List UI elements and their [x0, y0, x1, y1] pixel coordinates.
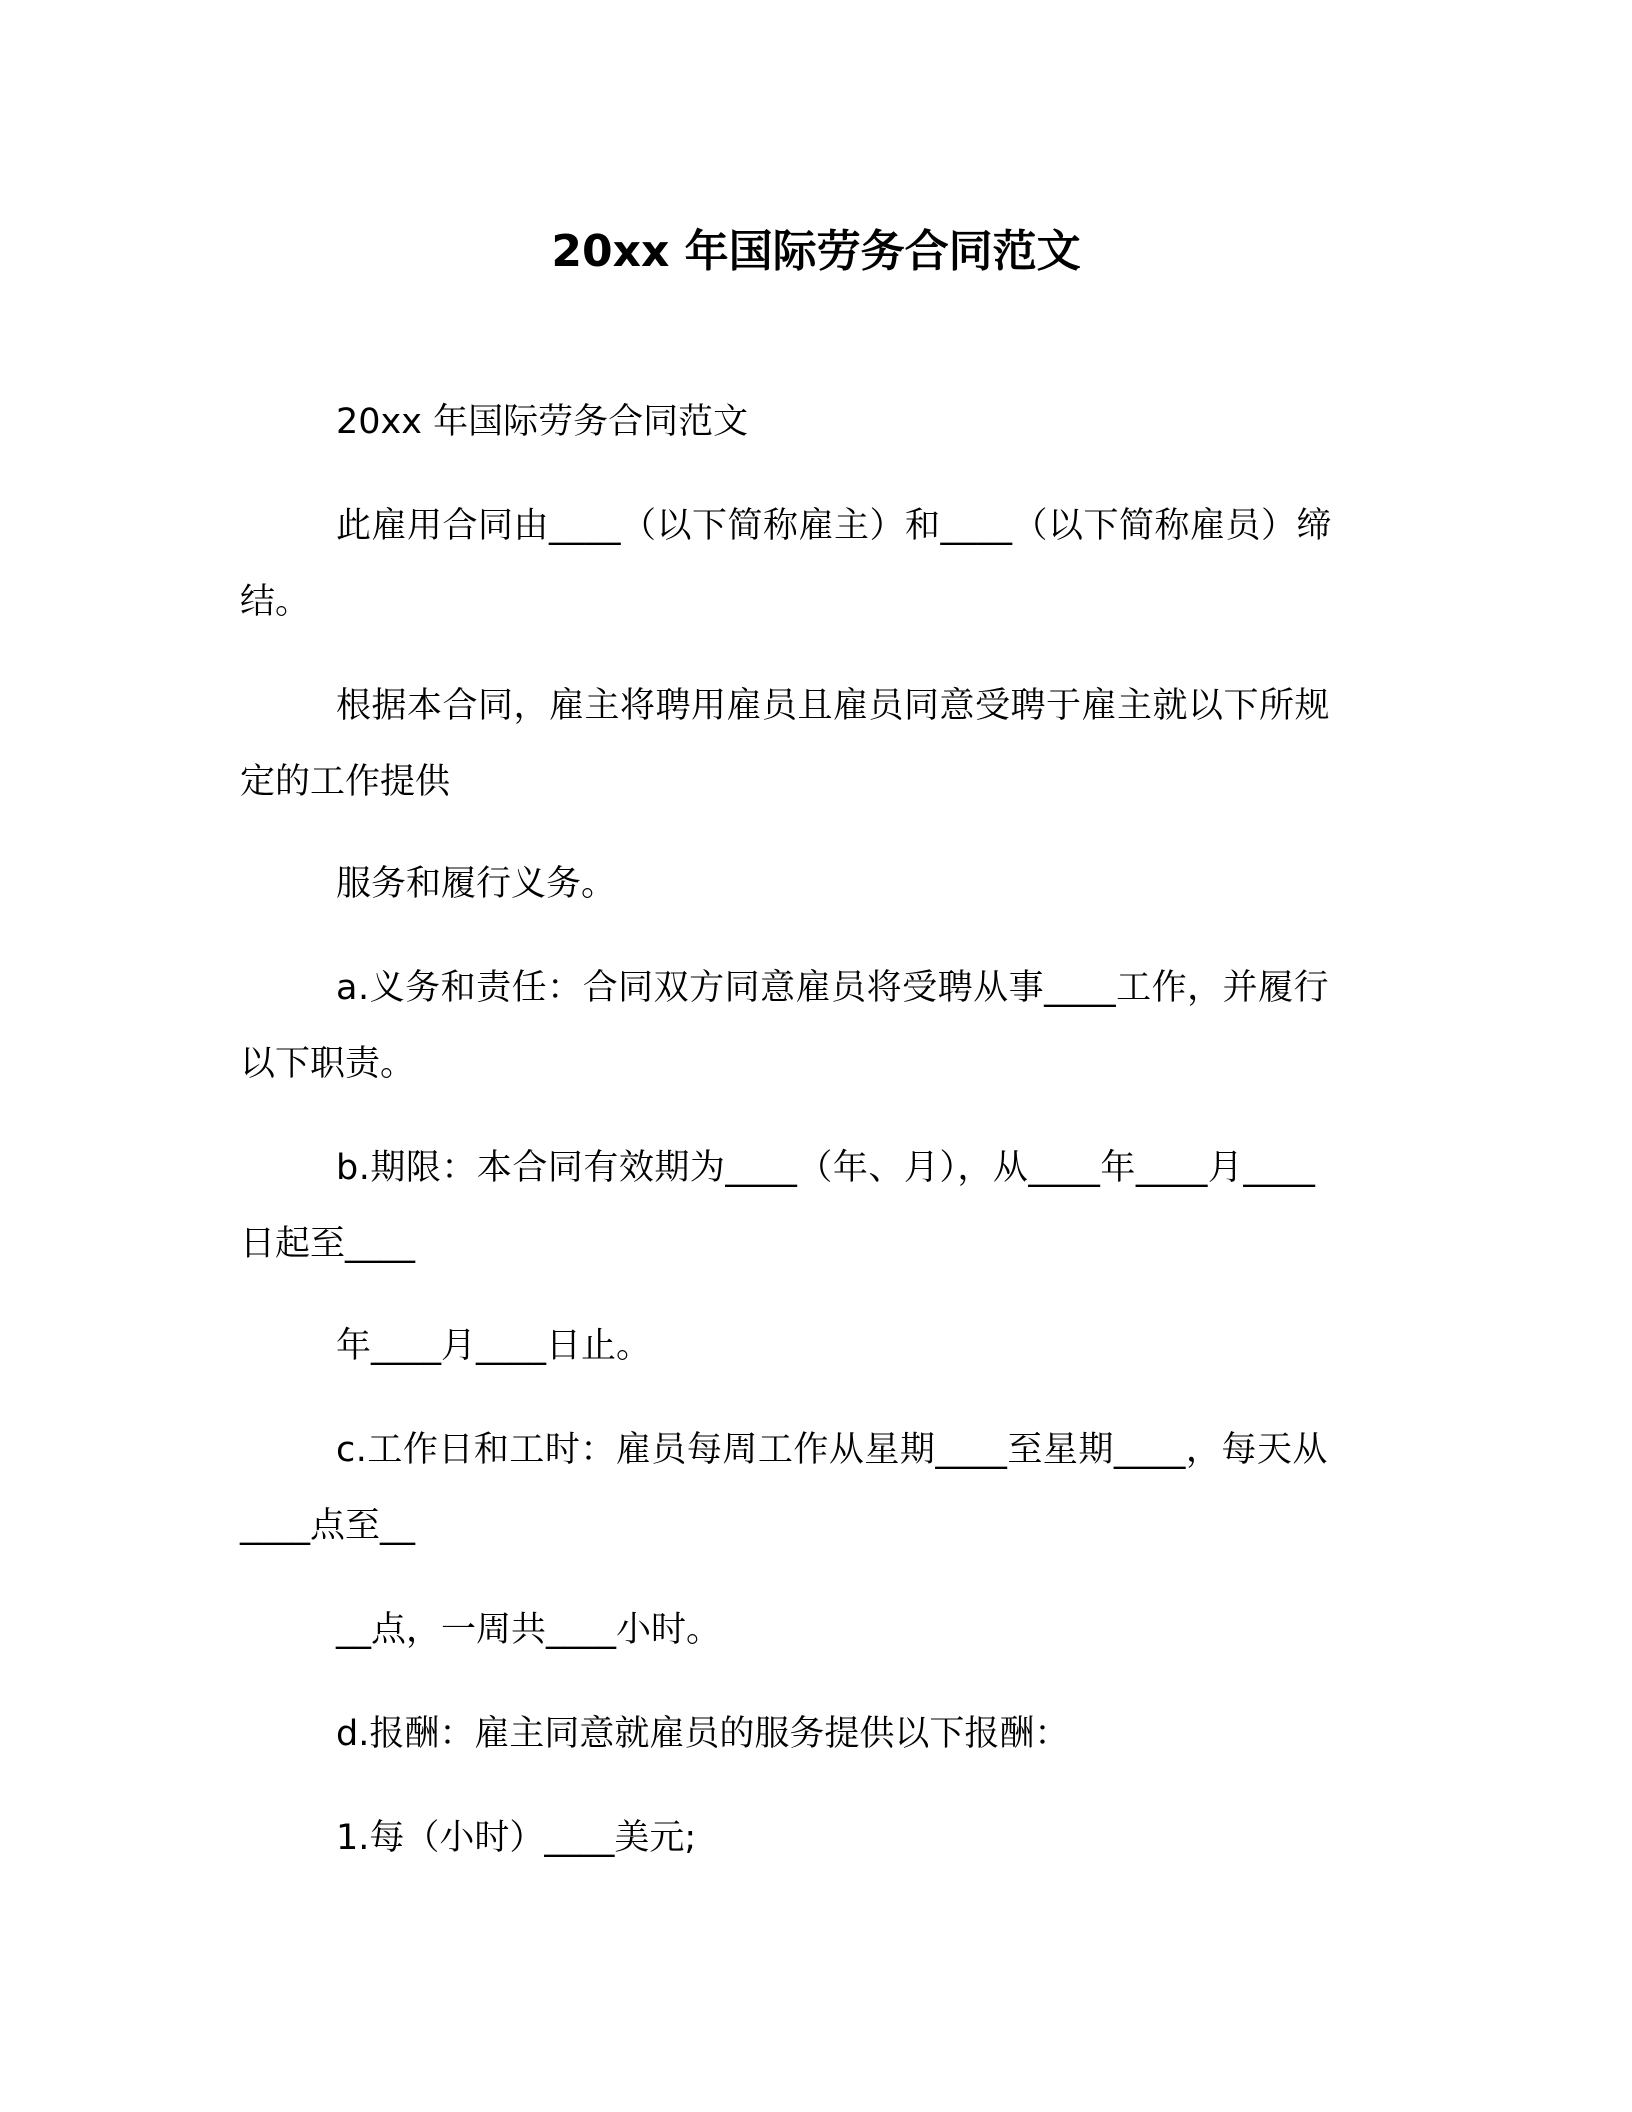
paragraph-line: b.期限：本合同有效期为____（年、月），从____年____月____ — [336, 1148, 1316, 1188]
paragraph-line: __点，一周共____小时。 — [336, 1610, 722, 1650]
paragraph-line: ____点至__ — [240, 1506, 416, 1546]
paragraph-line: 定的工作提供 — [240, 762, 451, 802]
paragraph-line: 结。 — [240, 582, 311, 622]
paragraph-line: 以下职责。 — [240, 1044, 416, 1084]
paragraph-weekly-hours — [240, 1592, 1375, 1668]
paragraph-working-hours — [240, 1412, 1375, 1564]
paragraph-line: 此雇用合同由____（以下简称雇主）和____（以下简称雇员）缔 — [336, 506, 1333, 546]
paragraph-line: c.工作日和工时：雇员每周工作从星期____至星期____，每天从 — [336, 1430, 1328, 1470]
paragraph-term — [240, 1130, 1375, 1282]
paragraph-services — [240, 846, 1375, 922]
paragraph-line: 年____月____日止。 — [336, 1326, 652, 1366]
paragraph-duties — [240, 950, 1375, 1102]
paragraph-line: 根据本合同，雇主将聘用雇员且雇员同意受聘于雇主就以下所规 — [336, 686, 1331, 726]
paragraph-heading-repeat — [240, 384, 1375, 460]
paragraph-line: a.义务和责任：合同双方同意雇员将受聘从事____工作，并履行 — [336, 968, 1330, 1008]
paragraph-line: 20xx 年国际劳务合同范文 — [336, 402, 749, 442]
paragraph-term-end — [240, 1308, 1375, 1384]
paragraph-hourly-rate — [240, 1800, 1375, 1876]
paragraph-line: 1.每（小时）____美元; — [336, 1818, 697, 1858]
paragraph-agreement — [240, 668, 1375, 820]
paragraph-line: d.报酬：雇主同意就雇员的服务提供以下报酬： — [336, 1714, 1070, 1754]
paragraph-parties — [240, 488, 1375, 640]
paragraph-remuneration — [240, 1696, 1375, 1772]
document-title: 20xx 年国际劳务合同范文 — [551, 226, 1081, 277]
paragraph-line: 日起至____ — [240, 1224, 416, 1264]
paragraph-line: 服务和履行义务。 — [336, 864, 617, 904]
